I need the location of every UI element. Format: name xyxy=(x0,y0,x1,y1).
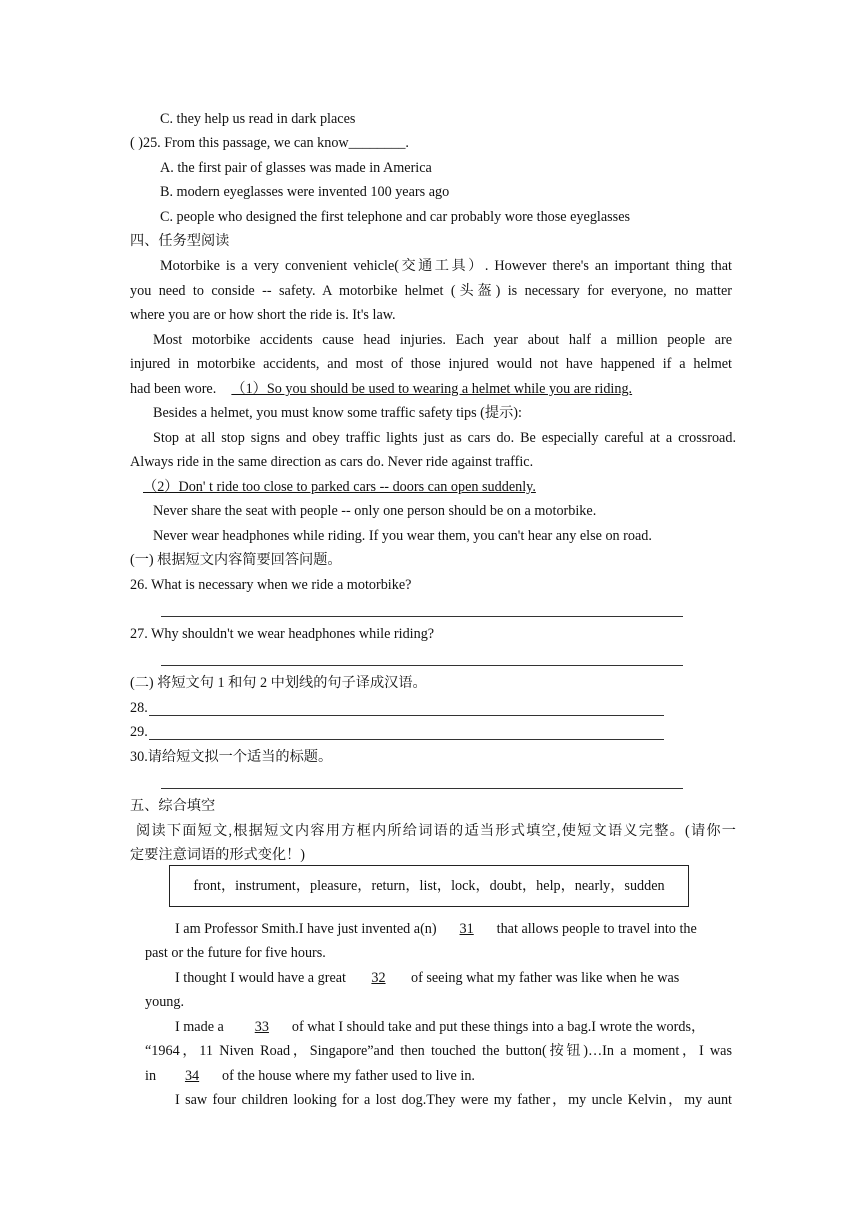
option-c-q24: C. they help us read in dark places xyxy=(160,111,356,127)
cloze-text: I am Professor Smith.I have just invented a(n) xyxy=(175,921,437,937)
cloze-text: I made a xyxy=(175,1019,224,1035)
question-28-label: 28. xyxy=(130,700,148,716)
part-2-instruction: (二) 将短文句 1 和句 2 中划线的句子译成汉语。 xyxy=(130,675,427,691)
passage-line: Stop at all stop signs and obey traffic lights just as cars do. Be especially careful at a crossroad. xyxy=(153,430,736,446)
passage-line: you need to conside -- safety. A motorbike helmet (头盔) is necessary for everyone, no matter xyxy=(130,283,732,299)
word-bank-box xyxy=(169,865,689,907)
answer-line-26[interactable] xyxy=(161,616,683,617)
cloze-text: I thought I would have a great xyxy=(175,970,346,986)
question-25-stem: ( )25. From this passage, we can know________. xyxy=(130,135,409,151)
answer-line-29[interactable] xyxy=(149,739,664,740)
option-c-q25: C. people who designed the first telephone and car probably wore those eyeglasses xyxy=(160,209,631,225)
word-bank-text: front，instrument，pleasure，return，list，lock，doubt，help，nearly，sudden xyxy=(193,878,665,894)
cloze-line: past or the future for five hours. xyxy=(145,945,326,961)
answer-line-28[interactable] xyxy=(149,715,664,716)
section-5-instruction: 阅读下面短文,根据短文内容用方框内所给词语的适当形式填空,使短文语义完整。(请你一 xyxy=(136,823,736,839)
underlined-sentence-1: （1）So you should be used to wearing a helmet while you are riding. xyxy=(231,381,633,397)
passage-line: Never wear headphones while riding. If you wear them, you can't hear any else on road. xyxy=(153,528,652,544)
question-26: 26. What is necessary when we ride a motorbike? xyxy=(130,577,412,593)
cloze-text: of seeing what my father was like when he was xyxy=(410,970,680,986)
passage-line: injured in motorbike accidents, and most of those injured would not have happened if a helmet xyxy=(130,356,732,372)
passage-line: Never share the seat with people -- only one person should be on a motorbike. xyxy=(153,503,597,519)
answer-line-30[interactable] xyxy=(161,788,683,789)
cloze-line xyxy=(145,1066,475,1086)
underlined-sentence-2: （2）Don' t ride too close to parked cars -- doors can open suddenly. xyxy=(143,479,536,495)
cloze-line: “1964，11 Niven Road，Singapore”and then touched the button(按钮)…In a moment，I was xyxy=(145,1043,732,1059)
question-29-label: 29. xyxy=(130,724,148,740)
passage-line: Motorbike is a very convenient vehicle(交通工具）. However there's an important thing that xyxy=(160,258,732,274)
blank-32[interactable]: 32 xyxy=(371,970,386,986)
passage-text: had been wore. xyxy=(130,381,217,397)
cloze-line xyxy=(175,919,697,939)
passage-line xyxy=(130,379,632,399)
cloze-text: in xyxy=(145,1068,157,1084)
part-1-instruction: (一) 根据短文内容简要回答问题。 xyxy=(130,552,342,568)
cloze-text: of the house where my father used to live in. xyxy=(222,1068,475,1084)
blank-31[interactable]: 31 xyxy=(459,921,474,937)
cloze-line: young. xyxy=(145,994,185,1010)
blank-34[interactable]: 34 xyxy=(184,1068,200,1084)
cloze-line xyxy=(175,1017,705,1037)
passage-line: where you are or how short the ride is. It's law. xyxy=(130,307,396,323)
passage-line: Most motorbike accidents cause head injuries. Each year about half a million people are xyxy=(153,332,732,348)
passage-line: Besides a helmet, you must know some traffic safety tips (提示): xyxy=(153,405,522,421)
option-b-q25: B. modern eyeglasses were invented 100 years ago xyxy=(160,184,450,200)
section-4-heading: 四、任务型阅读 xyxy=(130,233,230,249)
blank-33[interactable]: 33 xyxy=(254,1019,269,1035)
answer-line-27[interactable] xyxy=(161,665,683,666)
cloze-line: I saw four children looking for a lost dog.They were my father，my uncle Kelvin，my aunt xyxy=(175,1092,732,1108)
section-5-instruction-cont: 定要注意词语的形式变化！) xyxy=(130,847,305,863)
cloze-text: that allows people to travel into the xyxy=(496,921,697,937)
cloze-text: of what I should take and put these things into a bag.I wrote the words， xyxy=(291,1019,706,1035)
option-a-q25: A. the first pair of glasses was made in America xyxy=(160,160,432,176)
section-5-heading: 五、综合填空 xyxy=(130,798,216,814)
cloze-line xyxy=(175,968,679,988)
passage-line: Always ride in the same direction as cars do. Never ride against traffic. xyxy=(130,454,534,470)
question-27: 27. Why shouldn't we wear headphones while riding? xyxy=(130,626,435,642)
question-30: 30.请给短文拟一个适当的标题。 xyxy=(130,749,333,765)
